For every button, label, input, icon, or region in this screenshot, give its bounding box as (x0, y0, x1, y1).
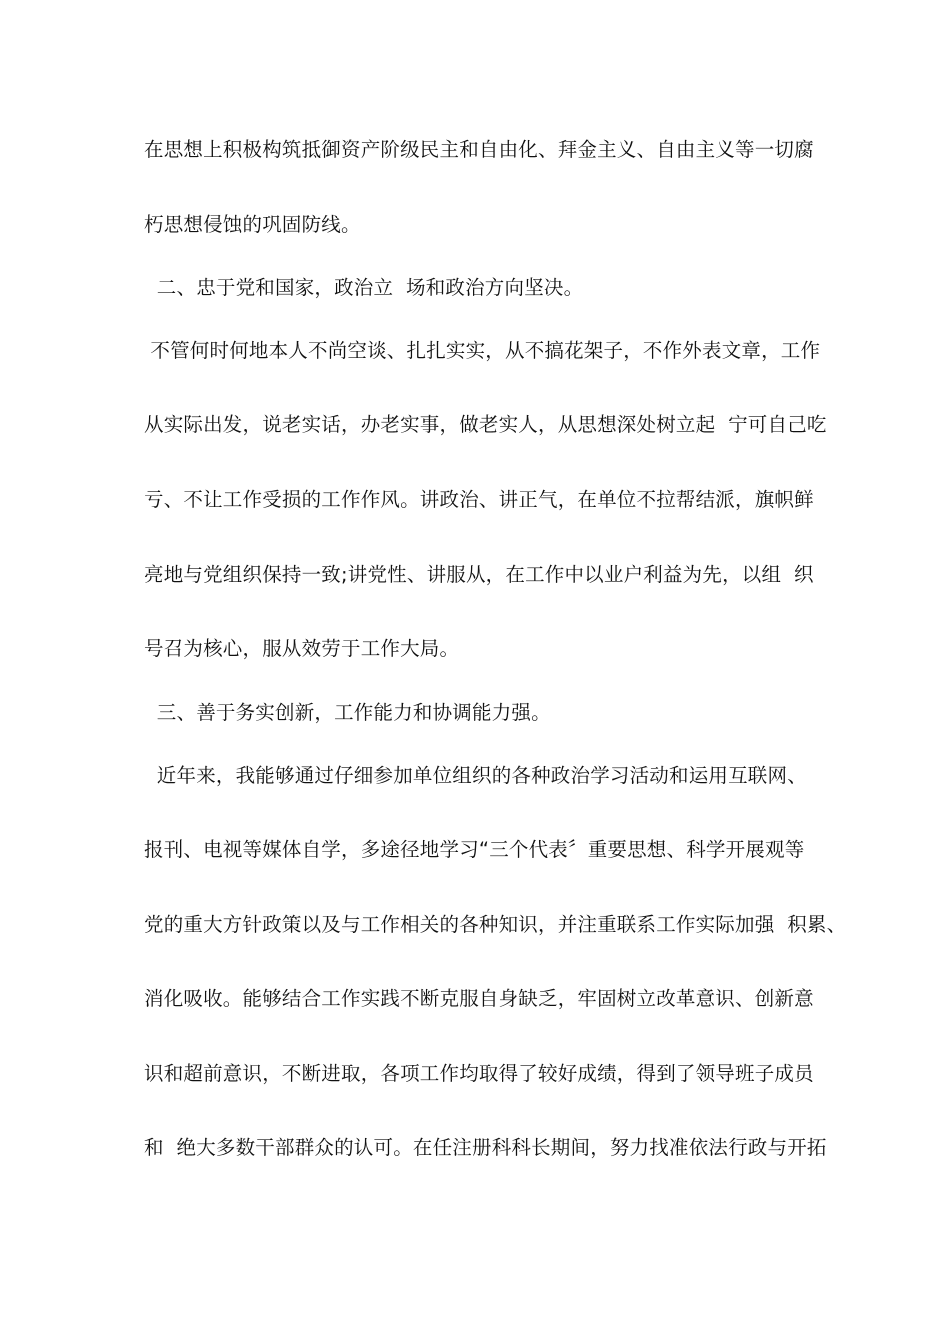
section-heading: 二、忠于党和国家，政治立 场和政治方向坚决。 (144, 276, 584, 299)
body-text-line: 消化吸收。能够结合工作实践不断克服自身缺乏，牢固树立改革意识、创新意 (144, 987, 814, 1010)
body-text-line: 从实际出发，说老实话，办老实事，做老实人，从思想深处树立起 宁可自己吃 (144, 413, 827, 436)
body-text-line: 号召为核心，服从效劳于工作大局。 (144, 637, 460, 660)
body-text-line: 和 绝大多数干部群众的认可。在任注册科科长期间，努力找准依法行政与开拓 (144, 1136, 827, 1159)
section-heading: 三、善于务实创新，工作能力和协调能力强。 (144, 701, 551, 724)
body-text-line: 朽思想侵蚀的巩固防线。 (144, 213, 361, 236)
body-text-line: 在思想上积极构筑抵御资产阶级民主和自由化、拜金主义、自由主义等一切腐 (144, 138, 814, 161)
body-text-line: 党的重大方针政策以及与工作相关的各种知识，并注重联系工作实际加强 积累、 (144, 913, 847, 936)
body-text-line: 识和超前意识，不断进取，各项工作均取得了较好成绩，得到了领导班子成员 (144, 1062, 814, 1085)
body-text-line: 近年来，我能够通过仔细参加单位组织的各种政治学习活动和运用互联网、 (144, 764, 807, 787)
body-text-line: 报刊、电视等媒体自学，多途径地学习“三个代表〞重要思想、科学开展观等 (144, 838, 805, 861)
body-text-line: 亮地与党组织保持一致;讲党性、讲服从，在工作中以业户利益为先，以组 织 (144, 563, 814, 586)
body-text-line: 不管何时何地本人不尚空谈、扎扎实实，从不搞花架子，不作外表文章，工作 (144, 339, 821, 362)
body-text-line: 亏、不让工作受损的工作作风。讲政治、讲正气，在单位不拉帮结派，旗帜鲜 (144, 488, 814, 511)
